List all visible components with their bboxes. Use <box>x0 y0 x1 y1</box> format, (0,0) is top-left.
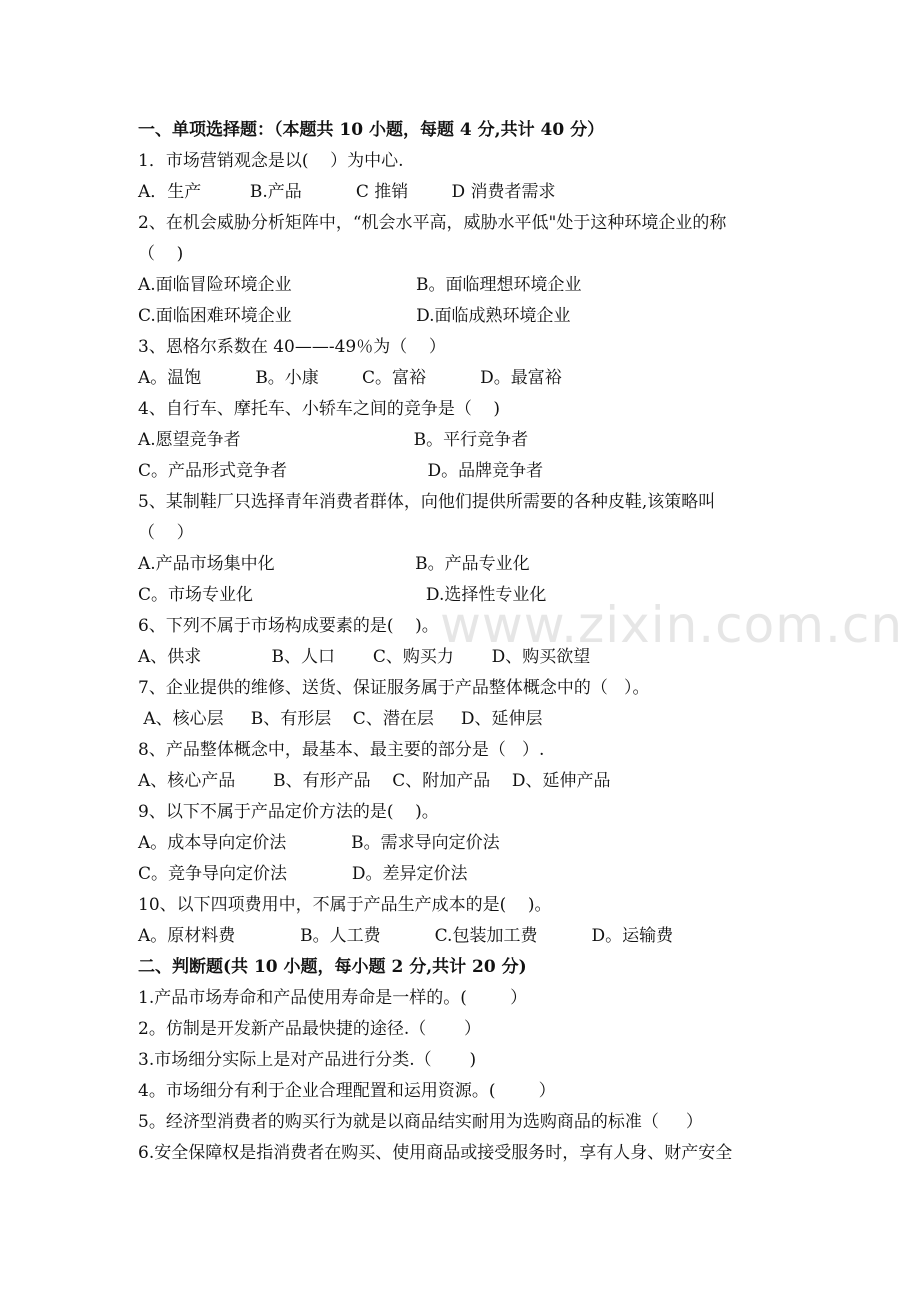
question-10: 10、以下四项费用中，不属于产品生产成本的是( )。 <box>138 895 552 915</box>
section-heading-single-choice: 一、单项选择题：（本题共 10 小题，每题 4 分,共计 40 分） <box>138 120 605 140</box>
judgement-4: 4。市场细分有利于企业合理配置和运用资源。( ） <box>138 1081 556 1101</box>
question-2-cont: （ ) <box>138 244 184 264</box>
question-7-options: A、核心层 B、有形层 C、潜在层 D、延伸层 <box>138 709 543 729</box>
question-4-options-ab: A.愿望竞争者 B。平行竞争者 <box>138 430 529 450</box>
question-5-cont: （ ） <box>138 523 194 543</box>
question-7: 7、企业提供的维修、送货、保证服务属于产品整体概念中的（ ）。 <box>138 678 650 698</box>
question-3: 3、恩格尔系数在 40——-49％为（ ） <box>138 337 446 357</box>
judgement-2: 2。仿制是开发新产品最快捷的途径.（ ） <box>138 1019 482 1039</box>
question-5-options-ab: A.产品市场集中化 B。产品专业化 <box>138 554 530 574</box>
question-9: 9、以下不属于产品定价方法的是( )。 <box>138 802 439 822</box>
question-4-options-cd: C。产品形式竞争者 D。品牌竞争者 <box>138 461 544 481</box>
question-1: 1．市场营销观念是以( ）为中心. <box>138 151 404 171</box>
question-9-options-cd: C。竞争导向定价法 D。差异定价法 <box>138 864 468 884</box>
question-1-options: A．生产 B.产品 C 推销 D 消费者需求 <box>138 182 556 202</box>
question-8-options: A、核心产品 B、有形产品 C、附加产品 D、延伸产品 <box>138 771 611 791</box>
judgement-6: 6.安全保障权是指消费者在购买、使用商品或接受服务时，享有人身、财产安全 <box>138 1143 733 1163</box>
judgement-5: 5。经济型消费者的购买行为就是以商品结实耐用为选购商品的标准（ ） <box>138 1112 703 1132</box>
question-5: 5、某制鞋厂只选择青年消费者群体，向他们提供所需要的各种皮鞋,该策略叫 <box>138 492 716 512</box>
question-10-options: A。原材料费 B。人工费 C.包装加工费 D。运输费 <box>138 926 674 946</box>
judgement-1: 1.产品市场寿命和产品使用寿命是一样的。( ） <box>138 988 528 1008</box>
question-6: 6、下列不属于市场构成要素的是( )。 <box>138 616 439 636</box>
watermark: www.zixin.com.cn <box>440 596 904 654</box>
question-6-options: A、供求 B、人口 C、购买力 D、购买欲望 <box>138 647 591 667</box>
question-4: 4、自行车、摩托车、小轿车之间的竞争是（ ) <box>138 399 501 419</box>
section-heading-true-false: 二、判断题(共 10 小题，每小题 2 分,共计 20 分) <box>138 957 527 977</box>
question-3-options: A。温饱 B。小康 C。富裕 D。最富裕 <box>138 368 562 388</box>
question-2-options-cd: C.面临困难环境企业 D.面临成熟环境企业 <box>138 306 571 326</box>
question-9-options-ab: A。成本导向定价法 B。需求导向定价法 <box>138 833 500 853</box>
question-2: 2、在机会威胁分析矩阵中，“机会水平高，威胁水平低"处于这种环境企业的称 <box>138 213 727 233</box>
judgement-3: 3.市场细分实际上是对产品进行分类.（ ) <box>138 1050 477 1070</box>
question-2-options-ab: A.面临冒险环境企业 B。面临理想环境企业 <box>138 275 582 295</box>
question-8: 8、产品整体概念中，最基本、最主要的部分是（ ）. <box>138 740 545 760</box>
question-5-options-cd: C。市场专业化 D.选择性专业化 <box>138 585 547 605</box>
